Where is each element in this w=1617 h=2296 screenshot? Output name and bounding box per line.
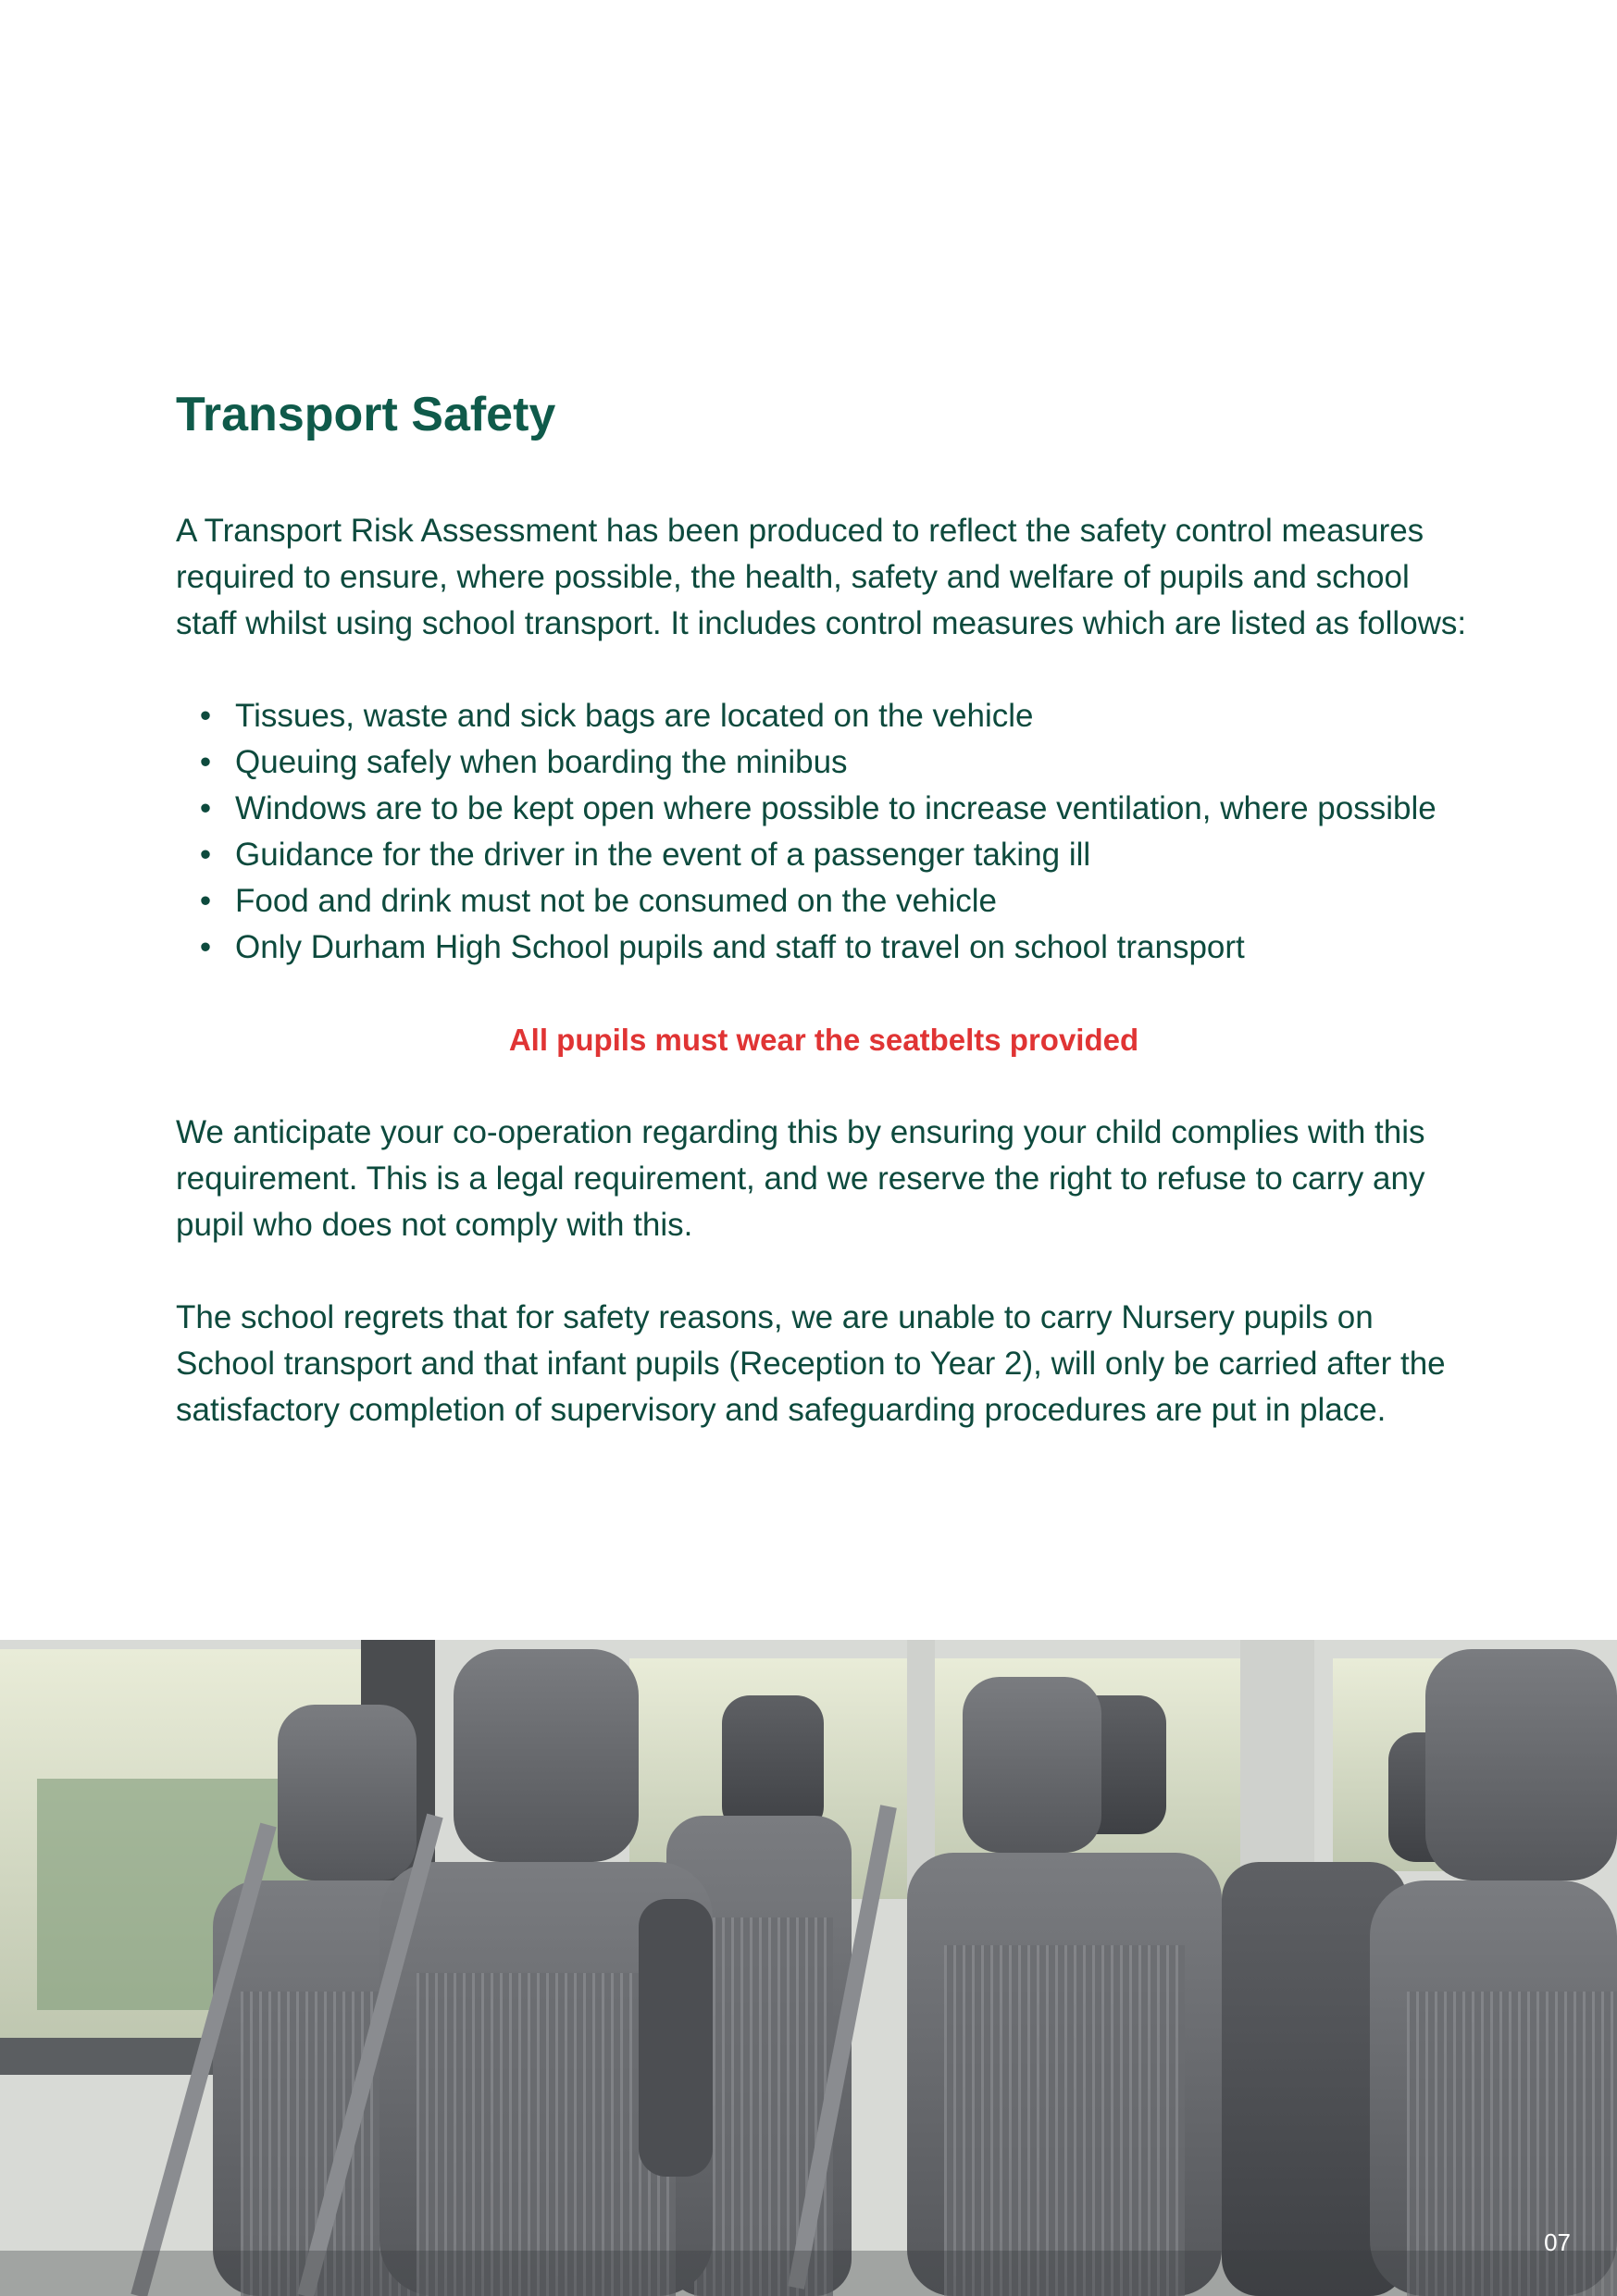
nursery-paragraph: The school regrets that for safety reasons, we are unable to carry Nursery pupils on School transport and that infant pupils (Reception to Year 2), will only be carried after the satisfactory completion of supervisory and safeguarding procedures are put in place. <box>176 1299 1446 1429</box>
bullet-icon: • <box>199 744 212 781</box>
bullet-icon: • <box>199 698 212 735</box>
cooperation-paragraph: We anticipate your co-operation regarding this by ensuring your child complies with this requirement. This is a legal requirement, and we reserve the right to refuse to carry any pupil who does not comply with this. <box>176 1114 1425 1244</box>
intro-paragraph: A Transport Risk Assessment has been produced to reflect the safety control measures required to ensure, where possible, the health, safety and welfare of pupils and school staff whilst using school transport. It includes control measures which are listed as follows: <box>176 513 1467 642</box>
seatbelt-notice: All pupils must wear the seatbelts provided <box>508 1023 1139 1058</box>
list-item: • Windows are to be kept open where possible to increase ventilation, where possible <box>235 786 1472 832</box>
control-measures-list <box>176 693 1472 971</box>
list-item: • Food and drink must not be consumed on the vehicle <box>235 878 1472 925</box>
paragraph-gap <box>176 1248 1472 1295</box>
list-item: • Guidance for the driver in the event of a passenger taking ill <box>235 832 1472 878</box>
list-item: • Only Durham High School pupils and staff to travel on school transport <box>235 925 1472 971</box>
bullet-icon: • <box>199 790 212 827</box>
bullet-icon: • <box>199 929 212 966</box>
bullet-icon: • <box>199 883 212 920</box>
page-number: 07 <box>1544 2228 1571 2256</box>
main-content <box>176 389 1472 1433</box>
bullet-icon: • <box>199 837 212 874</box>
minibus-interior-illustration <box>0 1640 1617 2296</box>
page-title: Transport Safety <box>176 388 556 441</box>
list-item: • Queuing safely when boarding the minibus <box>235 739 1472 786</box>
minibus-seats-photo <box>0 1640 1617 2296</box>
list-item: • Tissues, waste and sick bags are located on the vehicle <box>235 693 1472 739</box>
